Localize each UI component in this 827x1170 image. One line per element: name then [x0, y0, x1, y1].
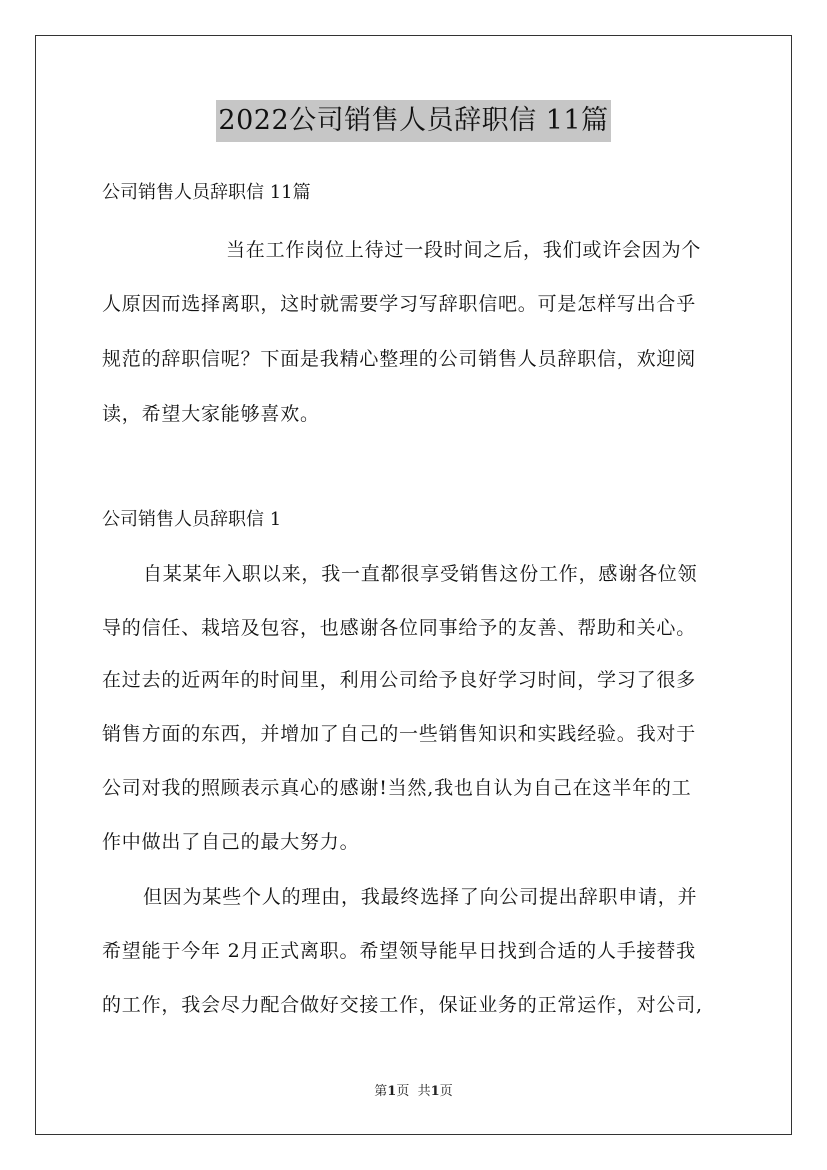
- footer-total-suffix: 页: [439, 1084, 453, 1099]
- body-line: 但因为某些个人的理由，我最终选择了向公司提出辞职申请，并: [143, 886, 698, 908]
- body-line: 自某某年入职以来，我一直都很享受销售这份工作，感谢各位领: [143, 563, 698, 585]
- footer-total-number: 1: [430, 1084, 440, 1099]
- body-line: 的工作，我会尽力配合做好交接工作，保证业务的正常运作，对公司,: [102, 994, 703, 1016]
- body-line: 作中做出了自己的最大努力。: [102, 831, 360, 853]
- document-title: 2022公司销售人员辞职信 11篇: [216, 100, 610, 142]
- intro-line: 读，希望大家能够喜欢。: [102, 403, 320, 425]
- body-line: 在过去的近两年的时间里，利用公司给予良好学习时间，学习了很多: [102, 669, 697, 691]
- document-subtitle: 公司销售人员辞职信 11篇: [102, 182, 311, 203]
- footer-page-number: 1: [387, 1084, 397, 1099]
- body-line: 导的信任、栽培及包容，也感谢各位同事给予的友善、帮助和关心。: [102, 617, 697, 639]
- body-line: 公司对我的照顾表示真心的感谢!当然,我也自认为自己在这半年的工: [102, 777, 692, 799]
- intro-line: 当在工作岗位上待过一段时间之后，我们或许会因为个: [226, 239, 702, 261]
- intro-line: 规范的辞职信呢？下面是我精心整理的公司销售人员辞职信，欢迎阅: [102, 348, 697, 370]
- page-footer: [0, 1083, 827, 1101]
- footer-page-prefix: 第: [374, 1084, 388, 1099]
- title-container: [0, 100, 827, 142]
- intro-line: 人原因而选择离职，这时就需要学习写辞职信吧。可是怎样写出合乎: [102, 293, 697, 315]
- body-line: 销售方面的东西，并增加了自己的一些销售知识和实践经验。我对于: [102, 723, 697, 745]
- footer-total-prefix: 共: [417, 1084, 431, 1099]
- footer-page-suffix: 页: [396, 1084, 410, 1099]
- section-heading: 公司销售人员辞职信 1: [102, 509, 282, 530]
- body-line: 希望能于今年 2月正式离职。希望领导能早日找到合适的人手接替我: [102, 940, 696, 962]
